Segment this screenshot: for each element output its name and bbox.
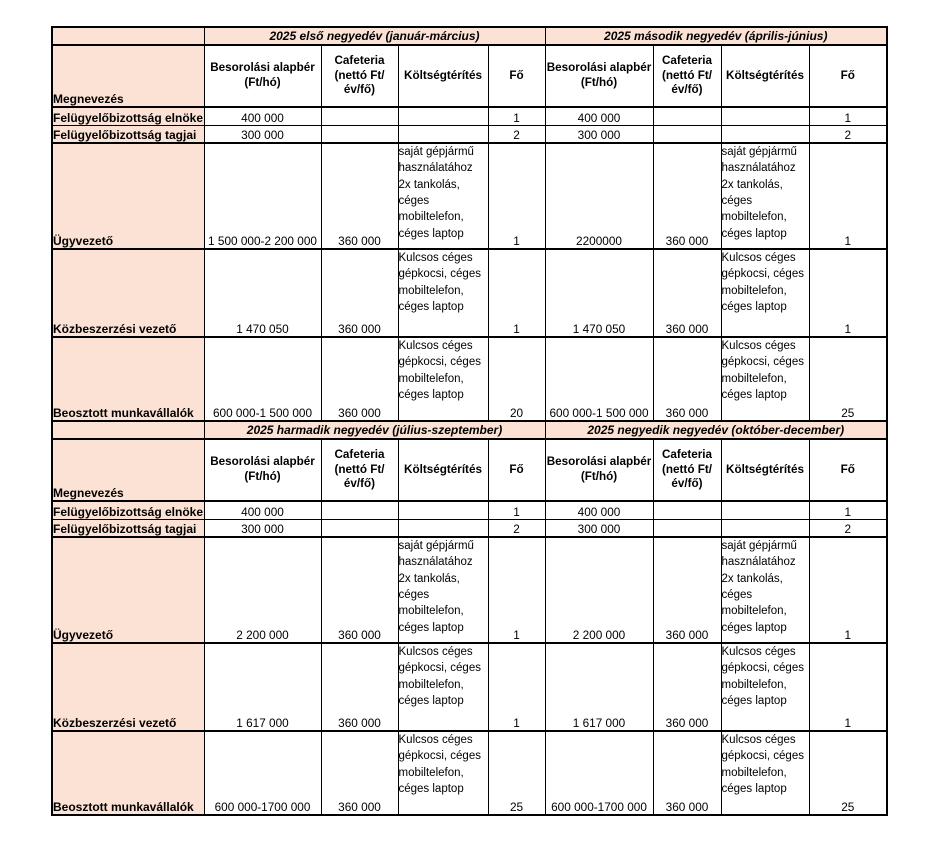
table-cell: 400 000 [545, 501, 653, 519]
table-cell: 360 000 [653, 731, 721, 815]
col-header-cafeteria: Cafeteria (nettó Ft/év/fő) [321, 45, 398, 107]
col-header-cafeteria: Cafeteria (nettó Ft/év/fő) [653, 45, 721, 107]
table-cell [653, 107, 721, 125]
table-cell [398, 501, 488, 519]
table-cell: 360 000 [321, 643, 398, 731]
table-cell: saját gépjármű használatához 2x tankolás, céges mobiltelefon, céges laptop [721, 537, 809, 643]
table-cell: 360 000 [321, 537, 398, 643]
table-cell: 1 470 050 [204, 249, 321, 337]
quarter-title: 2025 harmadik negyedév (július-szeptember) [204, 421, 545, 439]
table-cell: 600 000-1700 000 [545, 731, 653, 815]
table-cell: Kulcsos céges gépkocsi, céges mobiltelefon, céges laptop [721, 337, 809, 421]
table-cell: 2 200 000 [545, 537, 653, 643]
table-cell [321, 107, 398, 125]
row-label: Felügyelőbizottság elnöke [52, 107, 204, 125]
table-cell: 300 000 [545, 125, 653, 143]
table-cell: 600 000-1700 000 [204, 731, 321, 815]
table-cell: 1 [809, 143, 887, 249]
col-header-fo: Fő [809, 45, 887, 107]
table-cell: saját gépjármű használatához 2x tankolás, céges mobiltelefon, céges laptop [721, 143, 809, 249]
table-cell: 600 000-1 500 000 [545, 337, 653, 421]
corner-cell [52, 27, 204, 45]
table-cell [653, 501, 721, 519]
table-cell: 360 000 [653, 643, 721, 731]
table-cell [321, 501, 398, 519]
table-cell: 1 [488, 537, 545, 643]
table-cell: saját gépjármű használatához 2x tankolás, céges mobiltelefon, céges laptop [398, 537, 488, 643]
table-cell: Kulcsos céges gépkocsi, céges mobiltelefon, céges laptop [398, 337, 488, 421]
table-cell: 400 000 [204, 501, 321, 519]
row-label: Ügyvezető [52, 143, 204, 249]
table-cell: 1 500 000-2 200 000 [204, 143, 321, 249]
table-cell: 1 [809, 107, 887, 125]
table-cell: 300 000 [545, 519, 653, 537]
table-cell: 20 [488, 337, 545, 421]
row-label: Felügyelőbizottság tagjai [52, 125, 204, 143]
table-cell: 1 [809, 249, 887, 337]
row-label: Ügyvezető [52, 537, 204, 643]
col-header-besorolasi: Besorolási alapbér (Ft/hó) [204, 439, 321, 501]
table-cell [321, 125, 398, 143]
table-cell: 1 [488, 501, 545, 519]
col-header-besorolasi: Besorolási alapbér (Ft/hó) [204, 45, 321, 107]
table-cell: Kulcsos céges gépkocsi, céges mobiltelefon, céges laptop [398, 249, 488, 337]
table-cell: Kulcsos céges gépkocsi, céges mobiltelefon, céges laptop [721, 731, 809, 815]
table-cell: 25 [488, 731, 545, 815]
table-cell: 25 [809, 731, 887, 815]
table-cell [321, 519, 398, 537]
col-header-besorolasi: Besorolási alapbér (Ft/hó) [545, 45, 653, 107]
table-cell: 360 000 [653, 143, 721, 249]
table-cell: 360 000 [321, 143, 398, 249]
table-cell [721, 501, 809, 519]
table-cell [721, 107, 809, 125]
row-label: Felügyelőbizottság elnöke [52, 501, 204, 519]
row-label: Beosztott munkavállalók [52, 731, 204, 815]
table-cell [398, 125, 488, 143]
table-cell [653, 125, 721, 143]
table-cell: 1 [488, 249, 545, 337]
table-cell: 300 000 [204, 519, 321, 537]
row-header-megnevezes: Megnevezés [52, 439, 204, 501]
row-label: Közbeszerzési vezető [52, 643, 204, 731]
table-cell [721, 125, 809, 143]
table-cell: Kulcsos céges gépkocsi, céges mobiltelefon, céges laptop [398, 643, 488, 731]
table-cell: 1 470 050 [545, 249, 653, 337]
table-cell: 2 200 000 [204, 537, 321, 643]
table-cell: 1 617 000 [545, 643, 653, 731]
table-cell: 1 [809, 501, 887, 519]
table-cell: 1 [809, 537, 887, 643]
table-cell: Kulcsos céges gépkocsi, céges mobiltelefon, céges laptop [721, 249, 809, 337]
table-cell: 360 000 [653, 337, 721, 421]
table-cell: 360 000 [321, 731, 398, 815]
table-cell: 400 000 [545, 107, 653, 125]
table-cell: 360 000 [321, 249, 398, 337]
row-label: Közbeszerzési vezető [52, 249, 204, 337]
table-cell: 360 000 [653, 249, 721, 337]
row-header-megnevezes: Megnevezés [52, 45, 204, 107]
table-cell: 1 [809, 643, 887, 731]
table-cell: 2 [809, 125, 887, 143]
table-cell: 1 [488, 107, 545, 125]
table-cell: Kulcsos céges gépkocsi, céges mobiltelefon, céges laptop [398, 731, 488, 815]
table-cell: 2 [488, 519, 545, 537]
quarter-title: 2025 első negyedév (január-március) [204, 27, 545, 45]
table-cell: 360 000 [653, 537, 721, 643]
table-cell [721, 519, 809, 537]
table-cell: 2 [809, 519, 887, 537]
table-cell: Kulcsos céges gépkocsi, céges mobiltelefon, céges laptop [721, 643, 809, 731]
col-header-fo: Fő [488, 45, 545, 107]
col-header-fo: Fő [809, 439, 887, 501]
col-header-cafeteria: Cafeteria (nettó Ft/év/fő) [653, 439, 721, 501]
table-cell: 25 [809, 337, 887, 421]
quarterly-salary-table [51, 26, 888, 816]
row-label: Felügyelőbizottság tagjai [52, 519, 204, 537]
table-cell: 360 000 [321, 337, 398, 421]
col-header-koltsegterites: Költségtérítés [398, 45, 488, 107]
table-cell: saját gépjármű használatához 2x tankolás, céges mobiltelefon, céges laptop [398, 143, 488, 249]
table-cell: 400 000 [204, 107, 321, 125]
col-header-cafeteria: Cafeteria (nettó Ft/év/fő) [321, 439, 398, 501]
col-header-koltsegterites: Költségtérítés [721, 439, 809, 501]
table-cell: 300 000 [204, 125, 321, 143]
table-cell [653, 519, 721, 537]
row-label: Beosztott munkavállalók [52, 337, 204, 421]
table-cell: 600 000-1 500 000 [204, 337, 321, 421]
table-cell [398, 519, 488, 537]
col-header-koltsegterites: Költségtérítés [721, 45, 809, 107]
table-cell: 2200000 [545, 143, 653, 249]
quarter-title: 2025 negyedik negyedév (október-december) [545, 421, 887, 439]
table-cell: 1 [488, 143, 545, 249]
corner-cell [52, 421, 204, 439]
table-cell: 1 [488, 643, 545, 731]
table-cell [398, 107, 488, 125]
col-header-fo: Fő [488, 439, 545, 501]
table-cell: 2 [488, 125, 545, 143]
quarter-title: 2025 második negyedév (április-június) [545, 27, 887, 45]
col-header-koltsegterites: Költségtérítés [398, 439, 488, 501]
col-header-besorolasi: Besorolási alapbér (Ft/hó) [545, 439, 653, 501]
table-cell: 1 617 000 [204, 643, 321, 731]
